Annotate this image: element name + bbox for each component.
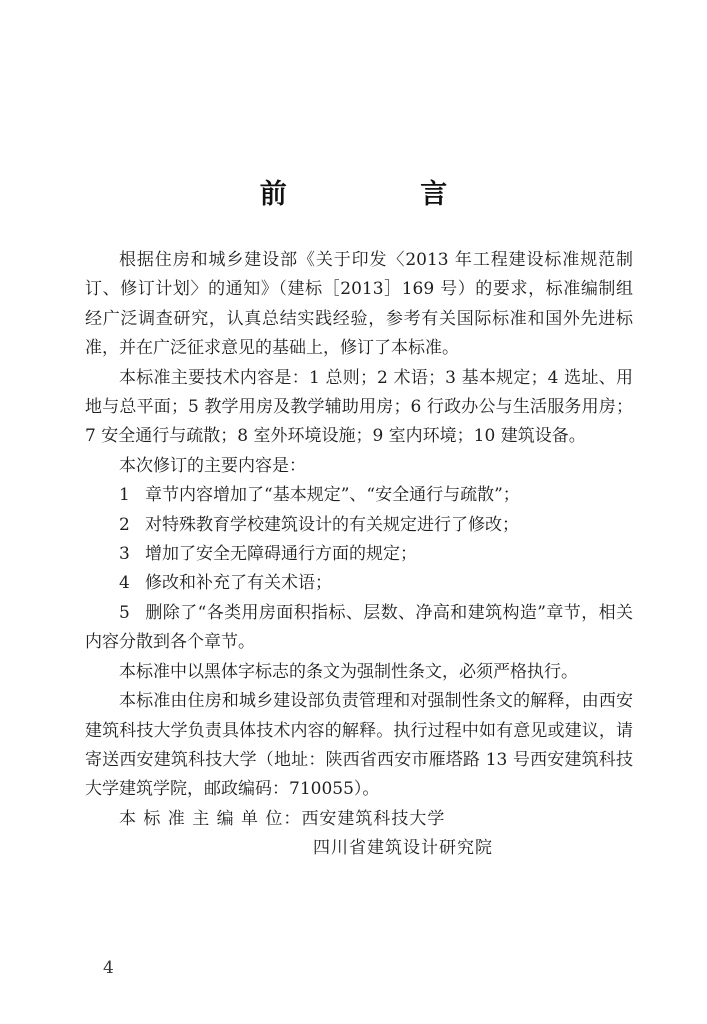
page-title: 前 言 (259, 179, 510, 210)
revision-item (85, 511, 633, 540)
chief-editor-org-2: 四川省建筑设计研究院 (313, 838, 493, 859)
paragraph-main-content: 本标准主要技术内容是：1 总则；2 术语；3 基本规定；4 选址、用地与总平面；5 教学用房及教学辅助用房；6 行政办公与生活服务用房；7 安全通行与疏散；8 室外环境设施；9 室内环境；10 建筑设备。 (85, 367, 633, 447)
revision-item (85, 599, 633, 658)
page-number: 4 (103, 958, 114, 978)
chief-editor-org-1: 西安建筑科技大学 (301, 808, 446, 829)
revision-number: 4 (119, 573, 130, 594)
paragraph-mandatory-clauses: 本标准中以黑体字标志的条文为强制性条文，必须严格执行。 (119, 661, 578, 682)
chief-editor-line (85, 805, 633, 834)
revision-text: 章节内容增加了“基本规定”、“安全通行与疏散”； (145, 485, 520, 506)
revision-number: 2 (119, 514, 130, 535)
paragraph-revision-intro: 本次修订的主要内容是： (119, 455, 306, 476)
revision-text: 对特殊教育学校建筑设计的有关规定进行了修改； (145, 514, 519, 535)
revision-item (85, 569, 633, 598)
paragraph-basis: 根据住房和城乡建设部《关于印发〈2013 年工程建设标准规范制订、修订计划〉的通知》（建标［2013］169 号）的要求，标准编制组经广泛调查研究，认真总结实践经验，参考有关国际标准和国外先进标准，并在广泛征求意见的基础上，修订了本标准。 (85, 250, 633, 359)
revision-number: 5 (119, 602, 130, 623)
revision-item (85, 481, 633, 510)
chief-editor-label: 本 标 准 主 编 单 位： (119, 808, 302, 829)
revision-text: 删除了“各类用房面积指标、层数、净高和建筑构造”章节，相关内容分散到各个章节。 (85, 602, 633, 653)
revision-text: 增加了安全无障碍通行方面的规定； (145, 544, 417, 565)
revision-item (85, 540, 633, 569)
paragraph-management: 本标准由住房和城乡建设部负责管理和对强制性条文的解释，由西安建筑科技大学负责具体技术内容的解释。执行过程中如有意见或建议，请寄送西安建筑科技大学（地址：陕西省西安市雁塔路 13 号西安建筑科技大学建筑学院，邮政编码：710055）。 (85, 691, 633, 800)
body-text (85, 246, 633, 864)
revision-number: 3 (119, 544, 130, 565)
revision-text: 修改和补充了有关术语； (145, 573, 332, 594)
revision-number: 1 (119, 485, 130, 506)
